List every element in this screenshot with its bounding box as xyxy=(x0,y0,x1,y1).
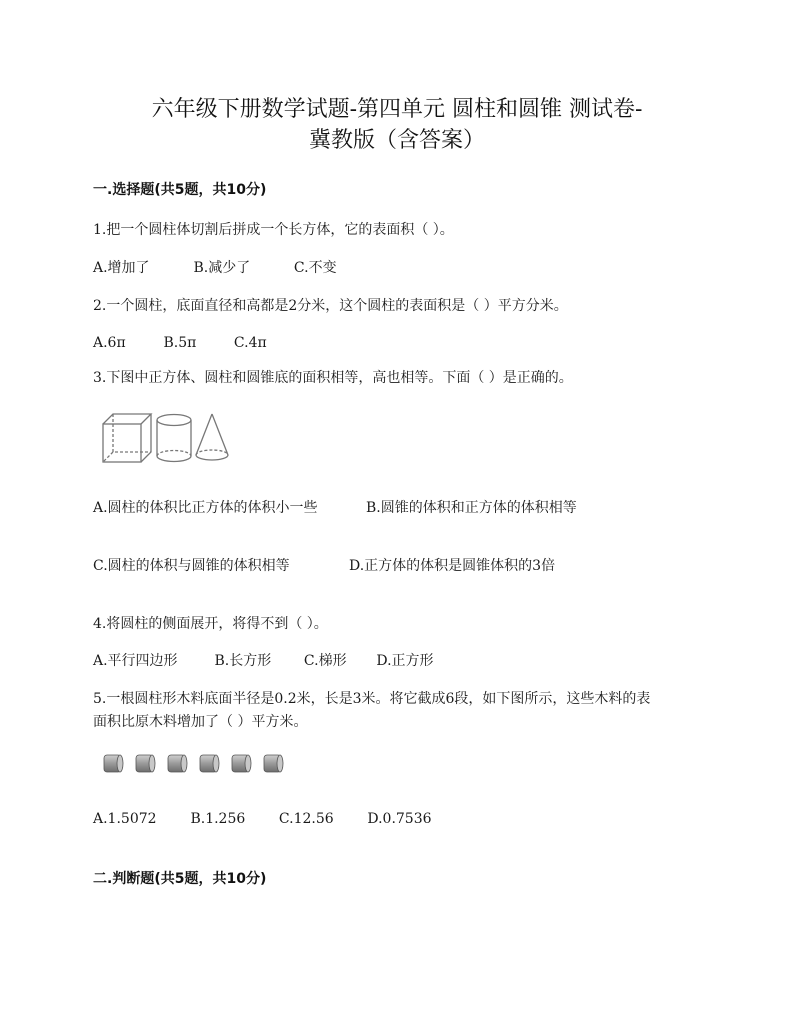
question-3-option-d: D.正方体的体积是圆锥体积的3倍 xyxy=(349,558,556,574)
question-5-options xyxy=(93,809,432,829)
cone-shape xyxy=(196,414,228,460)
section-1-heading: 一.选择题(共5题，共10分) xyxy=(93,182,267,198)
question-1-option-b: B.减少了 xyxy=(193,260,251,276)
question-2-stem: 2.一个圆柱，底面直径和高都是2分米，这个圆柱的表面积是（ ）平方分米。 xyxy=(93,298,568,314)
log-piece-4 xyxy=(200,755,219,772)
question-5-option-d: D.0.7536 xyxy=(367,811,432,827)
question-4-stem: 4.将圆柱的侧面展开，将得不到（ ）。 xyxy=(93,616,328,632)
question-5-stem-line-1: 5.一根圆柱形木料底面半径是0.2米，长是3米。将它截成6段，如下图所示，这些木料的表 xyxy=(93,691,651,707)
question-4-option-b: B.长方形 xyxy=(214,653,272,669)
question-4-options xyxy=(93,651,434,671)
question-4-option-d: D.正方形 xyxy=(376,653,434,669)
question-3-option-c: C.圆柱的体积与圆锥的体积相等 xyxy=(93,558,290,574)
log-piece-2 xyxy=(136,755,155,772)
question-1-stem: 1.把一个圆柱体切割后拼成一个长方体，它的表面积（ ）。 xyxy=(93,222,454,238)
question-3-option-a: A.圆柱的体积比正方体的体积小一些 xyxy=(93,500,318,516)
question-2-option-a: A.6π xyxy=(93,335,126,351)
log-pieces-figure xyxy=(101,752,291,776)
title-line-1: 六年级下册数学试题-第四单元 圆柱和圆锥 测试卷- xyxy=(151,97,643,122)
question-3-stem: 3.下图中正方体、圆柱和圆锥底的面积相等，高也相等。下面（ ）是正确的。 xyxy=(93,370,573,386)
title-line-2: 冀教版（含答案） xyxy=(308,128,485,153)
question-2-option-c: C.4π xyxy=(233,335,267,351)
cylinder-shape xyxy=(157,415,191,462)
log-piece-5 xyxy=(232,755,251,772)
log-piece-3 xyxy=(168,755,187,772)
question-2-options xyxy=(93,333,267,353)
question-1-option-c: C.不变 xyxy=(293,260,337,276)
section-2-heading: 二.判断题(共5题，共10分) xyxy=(93,871,267,887)
log-piece-1 xyxy=(104,755,123,772)
cube-shape xyxy=(103,414,151,462)
question-4-option-c: C.梯形 xyxy=(303,653,347,669)
question-5-stem-line-2: 面积比原木料增加了（ ）平方米。 xyxy=(93,714,308,730)
question-1-options xyxy=(93,258,337,278)
question-5-option-b: B.1.256 xyxy=(190,811,246,827)
question-5-option-a: A.1.5072 xyxy=(93,811,157,827)
question-1-option-a: A.增加了 xyxy=(93,260,150,276)
question-5-option-c: C.12.56 xyxy=(278,811,334,827)
log-piece-6 xyxy=(264,755,283,772)
question-3-option-b: B.圆锥的体积和正方体的体积相等 xyxy=(366,500,577,516)
solids-figure xyxy=(100,410,240,466)
question-4-option-a: A.平行四边形 xyxy=(93,653,178,669)
question-2-option-b: B.5π xyxy=(163,335,197,351)
